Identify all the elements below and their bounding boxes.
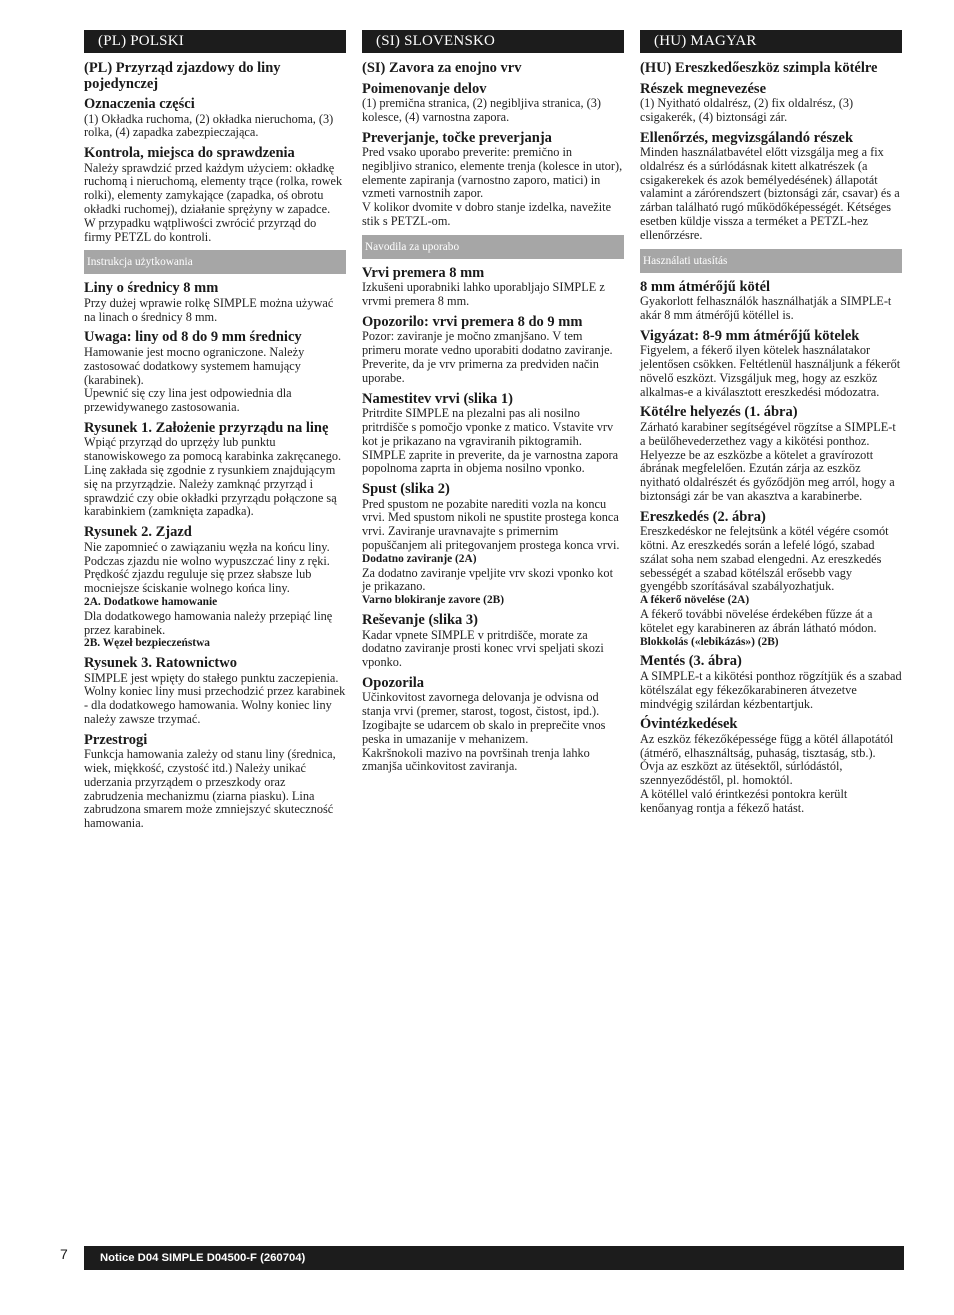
descent-text: Ereszkedéskor ne felejtsünk a kötél végére csomót kötni. Az ereszkedés során a lefelé lógó, szabad szálat soha nem szabad elengedni. Az ereszkedés sebességét a szabad kötélszál erősebb vagy gyengébb szorításával szabályozhatjuk. bbox=[640, 524, 889, 594]
precautions-title: Opozorila bbox=[362, 674, 425, 691]
extra-braking-text: Dla dodatkowego hamowania należy przepiąć linę przez karabinek. bbox=[84, 608, 333, 637]
instructions-band: Használati utasítás bbox=[640, 249, 902, 273]
descent-text: Nie zapomnieć o zawiązaniu węzła na końcu liny. Podczas zjazdu nie wolno wypuszczać liny z ręki. Prędkość zjazdu reguluje się przez słabsze lub mocniejsze ściskanie wolnego końca liny. bbox=[84, 539, 330, 596]
precautions-title: Óvintézkedések bbox=[640, 716, 738, 733]
parts-text: (1) Nyitható oldalrész, (2) fix oldalrész, (3) csigakerék, (4) biztonsági zár. bbox=[640, 96, 854, 124]
parts-text: (1) Okładka ruchoma, (2) okładka nieruchoma, (3) rolka, (4) zapadka zabezpieczająca. bbox=[84, 111, 334, 140]
language-header: (HU) MAGYAR bbox=[640, 30, 902, 53]
parts-title: Részek megnevezése bbox=[640, 80, 767, 97]
rope-8mm-title: Liny o średnicy 8 mm bbox=[84, 280, 219, 297]
rescue-title: Rysunek 3. Ratownictwo bbox=[84, 655, 237, 672]
precautions-text: Funkcja hamowania zależy od stanu liny (średnica, wiek, miękkość, czystość itd.) Należy unikać uderzania przyrządem o przeszkody oraz zabrudzenia mechanizmu (ziarna piasku). Lina zabrudzona smarem może zmniejszyć skuteczność hamowania. bbox=[84, 747, 336, 831]
rope-8mm-text: Gyakorlott felhasználók használhatják a SIMPLE-t akár 8 mm átmérőjű kötéllel is. bbox=[640, 294, 892, 322]
column-magyar bbox=[640, 30, 902, 822]
precautions-text: Az eszköz fékezőképessége függ a kötél állapotától (átmérő, elhasználtság, puhaság, tisztaság, stb.). Óvja az eszközt az ütésektől, súrlódástól, szennyeződéstől, pl. homoktól. A kötéllel való érintkezési pontokra került kenőanyag rontja a fékező hatást. bbox=[640, 731, 894, 815]
parts-text: (1) premična stranica, (2) negibljiva stranica, (3) kolesce, (4) varnostna zapora. bbox=[362, 96, 602, 124]
safety-knot-title: Varno blokiranje zavore (2B) bbox=[362, 594, 505, 607]
document-title: (SI) Zavora za enojno vrv bbox=[362, 60, 522, 76]
check-title: Ellenőrzés, megvizsgálandó részek bbox=[640, 129, 854, 146]
check-title: Kontrola, miejsca do sprawdzenia bbox=[84, 145, 295, 162]
instructions-band: Instrukcja użytkowania bbox=[84, 250, 346, 274]
rope-8mm-text: Przy dużej wprawie rolkę SIMPLE można używać na linach o średnicy 8 mm. bbox=[84, 295, 334, 324]
warning-title: Opozorilo: vrvi premera 8 do 9 mm bbox=[362, 313, 583, 330]
warning-text: Figyelem, a fékerő ilyen kötelek használatakor jelentősen csökken. Feltétlenül használjunk a fékerőt növelő eszközt. Vizsgáljuk meg, hogy az eszköz alkalmas-e a kiválasztott ereszkedési módozatra. bbox=[640, 343, 901, 399]
warning-title: Vigyázat: 8-9 mm átmérőjű kötelek bbox=[640, 327, 860, 344]
rescue-text: SIMPLE jest wpięty do stałego punktu zaczepienia. Wolny koniec liny musi przechodzić przez karabinek - dla dodatkowego hamowania. Wolny koniec liny należy zawsze trzymać. bbox=[84, 670, 346, 726]
installation-text: Wpiąć przyrząd do uprzęży lub punktu stanowiskowego za pomocą karabinka zakręcanego. Linę zakłada się zgodnie z rysunkiem znajdującym się na przyrządzie. Należy zamknąć przyrząd i sprawdzić czy obie okładki przyrządu połączone są karabinkiem (zamknięta zapadka). bbox=[84, 435, 342, 519]
language-header: (PL) POLSKI bbox=[84, 30, 346, 53]
check-title: Preverjanje, točke preverjanja bbox=[362, 129, 552, 146]
rescue-title: Mentés (3. ábra) bbox=[640, 653, 742, 670]
safety-knot-title: 2B. Węzeł bezpieczeństwa bbox=[84, 637, 211, 650]
rope-8mm-text: Izkušeni uporabniki lahko uporabljajo SIMPLE z vrvmi premera 8 mm. bbox=[362, 280, 605, 309]
extra-braking-title: Dodatno zaviranje (2A) bbox=[362, 552, 477, 565]
column-slovensko bbox=[362, 30, 624, 780]
warning-text: Pozor: zaviranje je močno zmanjšano. V tem primeru morate vedno uporabiti dodatno zaviranje. Preverite, da je vrv primerna za predviden način uporabe. bbox=[362, 329, 613, 385]
column-polski bbox=[84, 30, 346, 837]
check-text: Minden használatbavétel előtt vizsgálja meg a fix oldalrész és a súrlódásnak kitett alkatrészek (a csigakerekek és azok bemélyedésének) állapotát valamint a zárórendszert (biztonsági zár, csavar) és a zárban található rugó működőképességét. Kétséges esetben küldje vissza a terméket a PETZL-hez ellenőrzésre. bbox=[640, 145, 900, 242]
document-title: (PL) Przyrząd zjazdowy do liny pojedynczej bbox=[84, 60, 281, 92]
installation-title: Namestitev vrvi (slika 1) bbox=[362, 390, 514, 407]
installation-title: Kötélre helyezés (1. ábra) bbox=[640, 404, 798, 421]
rope-8mm-title: 8 mm átmérőjű kötél bbox=[640, 278, 771, 295]
rescue-title: Reševanje (slika 3) bbox=[362, 612, 478, 629]
installation-text: Zárható karabiner segítségével rögzítse a SIMPLE-t a beülőhevederzethez vagy a kikötési ponthoz. Helyezze be az eszközbe a kötelet a gravírozott ábrának megfelelően. Ezután zárja az eszköz nyitható oldalrészét és győződjön meg arról, hogy a biztonsági zár be van akasztva a karabinerbe. bbox=[640, 419, 896, 503]
descent-title: Spust (slika 2) bbox=[362, 481, 450, 498]
rescue-text: A SIMPLE-t a kikötési ponthoz rögzítjük és a szabad kötélszálat egy fékezőkarabineren átvezetve mindvégig szilárdan kézbentartjuk. bbox=[640, 668, 902, 711]
parts-title: Oznaczenia części bbox=[84, 96, 195, 112]
descent-title: Rysunek 2. Zjazd bbox=[84, 524, 192, 541]
descent-title: Ereszkedés (2. ábra) bbox=[640, 508, 766, 525]
extra-braking-title: 2A. Dodatkowe hamowanie bbox=[84, 595, 218, 608]
document-title: (HU) Ereszkedőeszköz szimpla kötélre bbox=[640, 60, 878, 76]
precautions-text: Učinkovitost zavornega delovanja je odvisna od stanja vrvi (premer, starost, togost, čistost, ipd.). Izogibajte se udarcem ob skalo in preprečite vnos peska in umazanije v mehanizem. Kakršnokoli mazivo na površinah trenja lahko zmanjša učinkovitost zaviranja. bbox=[362, 690, 606, 774]
rescue-text: Kadar vpnete SIMPLE v pritrdišče, morate za dodatno zaviranje prosti konec vrvi speljati skozi vponko. bbox=[362, 627, 604, 670]
language-header: (SI) SLOVENSKO bbox=[362, 30, 624, 53]
check-text: Pred vsako uporabo preverite: premično in negibljivo stranico, elemente trenja (kolesce in utor), elemente zapiranja (varnostno zaporo, matici) in vzmeti varnostnih zapor. V kolikor dvomite v dobro stanje izdelka, navežite stik s PETZL-om. bbox=[362, 145, 623, 229]
extra-braking-title: A fékerő növelése (2A) bbox=[640, 594, 750, 607]
descent-text: Pred spustom ne pozabite narediti vozla na koncu vrvi. Med spustom nikoli ne spustite prostega konca vrvi. Zaviranje uravnavajte s primernim popuščanjem ali pritegovanjem prostega konca vrvi. bbox=[362, 496, 620, 553]
warning-text: Hamowanie jest mocno ograniczone. Należy zastosować dodatkowy systemem hamujący (karabinek). Upewnić się czy lina jest odpowiednia dla przewidywanego zastosowania. bbox=[84, 344, 305, 415]
parts-title: Poimenovanje delov bbox=[362, 80, 487, 97]
installation-text: Pritrdite SIMPLE na plezalni pas ali nosilno pritrdišče s pomočjo vponke z matico. Vstavite vrv kot je prikazano na vgraviranih piktogramih. SIMPLE zaprite in preverite, da je varnostna zapora popolnoma zaprta in objema nosilno vponko. bbox=[362, 406, 619, 476]
safety-knot-title: Blokkolás («lebikázás») (2B) bbox=[640, 635, 779, 648]
warning-title: Uwaga: liny od 8 do 9 mm średnicy bbox=[84, 329, 302, 346]
page-number: 7 bbox=[60, 1246, 68, 1262]
check-text: Należy sprawdzić przed każdym użyciem: okładkę ruchomą i nieruchomą, elementy trące (rolka, rowek rolki), elementy zamykające (zapadka, oś obrotu okładki ruchomej), działanie sprężyny w zapadce. W przypadku wątpliwości zwrócić przyrząd do firmy PETZL do kontroli. bbox=[84, 160, 343, 244]
precautions-title: Przestrogi bbox=[84, 731, 148, 748]
installation-title: Rysunek 1. Założenie przyrządu na linę bbox=[84, 419, 329, 436]
extra-braking-text: Za dodatno zaviranje vpeljite vrv skozi vponko kot je prikazano. bbox=[362, 565, 613, 594]
rope-8mm-title: Vrvi premera 8 mm bbox=[362, 264, 485, 281]
extra-braking-text: A fékerő további növelése érdekében fűzze át a kötelet egy karabineren az ábrán látható módon. bbox=[640, 607, 877, 635]
instructions-band: Navodila za uporabo bbox=[362, 235, 624, 259]
footer-notice: Notice D04 SIMPLE D04500-F (260704) bbox=[84, 1246, 904, 1270]
